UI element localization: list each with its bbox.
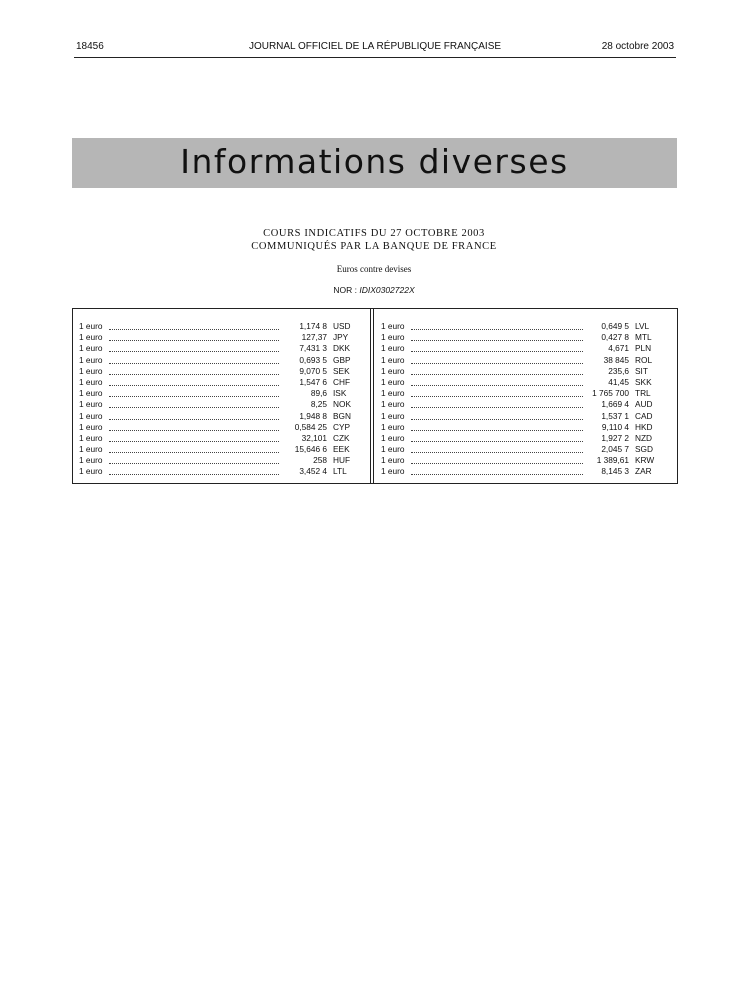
rate-value: 0,584 25 xyxy=(294,421,327,432)
rate-row xyxy=(79,455,359,466)
dot-leader xyxy=(109,396,279,397)
rate-row xyxy=(381,399,669,410)
rate-value: 235,6 xyxy=(608,365,629,376)
dot-leader xyxy=(109,363,279,364)
rate-row xyxy=(381,444,669,455)
rate-value: 9,070 5 xyxy=(299,365,327,376)
dot-leader xyxy=(411,441,583,442)
dot-leader xyxy=(109,407,279,408)
rate-value: 1,537 1 xyxy=(601,410,629,421)
currency-code: SIT xyxy=(635,365,648,376)
currency-code: SKK xyxy=(635,376,652,387)
dot-leader xyxy=(411,385,583,386)
rate-row xyxy=(79,433,359,444)
rate-row xyxy=(381,366,669,377)
rate-label: 1 euro xyxy=(79,432,103,443)
notice-title-line1: COURS INDICATIFS DU 27 OCTOBRE 2003 xyxy=(263,228,485,239)
rate-label: 1 euro xyxy=(79,466,103,477)
rate-row xyxy=(381,466,669,477)
dot-leader xyxy=(109,329,279,330)
rate-row xyxy=(79,366,359,377)
rate-row xyxy=(79,422,359,433)
dot-leader xyxy=(411,430,583,431)
rate-row xyxy=(79,466,359,477)
rate-row xyxy=(381,433,669,444)
rate-row xyxy=(381,388,669,399)
notice-subtitle: Euros contre devises xyxy=(336,264,412,274)
dot-leader xyxy=(411,419,583,420)
currency-code: CAD xyxy=(635,410,653,421)
rate-value: 0,693 5 xyxy=(299,354,327,365)
rate-label: 1 euro xyxy=(79,455,103,466)
currency-code: USD xyxy=(333,321,351,331)
rate-value: 4,671 xyxy=(608,343,629,354)
dot-leader xyxy=(411,463,583,464)
dot-leader xyxy=(411,351,583,352)
rate-value: 1,174 8 xyxy=(299,321,327,331)
currency-code: CHF xyxy=(333,376,351,387)
rate-label: 1 euro xyxy=(79,444,103,455)
currency-code: NOK xyxy=(333,399,351,410)
currency-code: DKK xyxy=(333,343,351,354)
rate-row xyxy=(381,411,669,422)
notice-title-line2: COMMUNIQUÉS PAR LA BANQUE DE FRANCE xyxy=(251,241,497,252)
rate-label: 1 euro xyxy=(381,332,405,343)
currency-code: ZAR xyxy=(635,466,652,477)
currency-code: KRW xyxy=(635,455,655,466)
rate-value: 1,948 8 xyxy=(299,410,327,421)
rate-label: 1 euro xyxy=(381,466,405,477)
rate-row xyxy=(381,377,669,388)
rate-row xyxy=(381,422,669,433)
dot-leader xyxy=(109,463,279,464)
rate-label: 1 euro xyxy=(79,343,103,354)
rate-label: 1 euro xyxy=(381,376,405,387)
dot-leader xyxy=(109,340,279,341)
rate-row xyxy=(79,332,359,343)
rate-value: 1,547 6 xyxy=(299,376,327,387)
dot-leader xyxy=(109,430,279,431)
rate-value: 8,145 3 xyxy=(601,466,629,477)
rate-row xyxy=(79,388,359,399)
dot-leader xyxy=(109,474,279,475)
rate-value: 8,25 xyxy=(310,399,327,410)
dot-leader xyxy=(411,340,583,341)
rate-value: 15,646 6 xyxy=(294,444,327,455)
dot-leader xyxy=(109,351,279,352)
rate-value: 7,431 3 xyxy=(299,343,327,354)
dot-leader xyxy=(109,452,279,453)
rate-value: 1,927 2 xyxy=(601,432,629,443)
rate-value: 258 xyxy=(313,455,327,466)
rate-value: 127,37 xyxy=(301,332,327,343)
rate-label: 1 euro xyxy=(381,432,405,443)
nor-reference xyxy=(0,285,748,295)
rate-row xyxy=(381,343,669,354)
rate-label: 1 euro xyxy=(381,410,405,421)
currency-code: LVL xyxy=(635,321,650,331)
rate-label: 1 euro xyxy=(79,365,103,376)
publication-date: 28 octobre 2003 xyxy=(601,41,674,52)
dot-leader xyxy=(411,407,583,408)
rate-label: 1 euro xyxy=(381,343,405,354)
section-title: Informations diverses xyxy=(180,142,569,181)
rate-row xyxy=(79,377,359,388)
currency-code: SGD xyxy=(635,444,653,455)
rate-value: 41,45 xyxy=(608,376,629,387)
currency-code: NZD xyxy=(635,432,653,443)
section-banner xyxy=(72,138,677,188)
rate-label: 1 euro xyxy=(79,321,103,331)
rate-row xyxy=(381,355,669,366)
dot-leader xyxy=(411,329,583,330)
currency-code: PLN xyxy=(635,343,652,354)
rate-label: 1 euro xyxy=(381,444,405,455)
currency-code: ROL xyxy=(635,354,653,365)
currency-code: HKD xyxy=(635,421,653,432)
currency-code: MTL xyxy=(635,332,652,343)
currency-code: SEK xyxy=(333,365,350,376)
rate-row xyxy=(79,444,359,455)
rate-label: 1 euro xyxy=(79,332,103,343)
currency-code: BGN xyxy=(333,410,351,421)
rate-value: 9,110 4 xyxy=(601,421,629,432)
rate-value: 32,101 xyxy=(301,432,327,443)
dot-leader xyxy=(411,452,583,453)
currency-code: AUD xyxy=(635,399,653,410)
rate-value: 0,649 5 xyxy=(601,321,629,331)
rate-label: 1 euro xyxy=(79,354,103,365)
rate-label: 1 euro xyxy=(79,410,103,421)
dot-leader xyxy=(411,374,583,375)
nor-label: NOR : xyxy=(333,285,357,295)
dot-leader xyxy=(411,474,583,475)
rate-label: 1 euro xyxy=(79,399,103,410)
dot-leader xyxy=(109,385,279,386)
rate-row xyxy=(381,321,669,332)
rate-row xyxy=(79,321,359,332)
dot-leader xyxy=(411,363,583,364)
rate-value: 3,452 4 xyxy=(299,466,327,477)
column-divider xyxy=(370,309,374,483)
page-number: 18456 xyxy=(76,41,104,52)
journal-title: JOURNAL OFFICIEL DE LA RÉPUBLIQUE FRANÇAISE xyxy=(248,41,502,52)
rate-row xyxy=(79,355,359,366)
currency-code: HUF xyxy=(333,455,351,466)
rate-row xyxy=(79,411,359,422)
rate-value: 1,669 4 xyxy=(601,399,629,410)
page-header xyxy=(74,38,676,58)
dot-leader xyxy=(109,441,279,442)
dot-leader xyxy=(109,419,279,420)
rate-label: 1 euro xyxy=(381,365,405,376)
rate-label: 1 euro xyxy=(79,388,103,399)
rate-value: 1 765 700 xyxy=(592,388,629,399)
currency-code: LTL xyxy=(333,466,347,477)
rate-label: 1 euro xyxy=(381,421,405,432)
nor-code: IDIX0302722X xyxy=(359,285,415,295)
rate-value: 0,427 8 xyxy=(601,332,629,343)
dot-leader xyxy=(411,396,583,397)
currency-code: TRL xyxy=(635,388,651,399)
rate-label: 1 euro xyxy=(79,376,103,387)
rate-value: 38 845 xyxy=(603,354,629,365)
rate-row xyxy=(381,332,669,343)
dot-leader xyxy=(109,374,279,375)
rate-value: 2,045 7 xyxy=(601,444,629,455)
rate-label: 1 euro xyxy=(79,421,103,432)
currency-code: JPY xyxy=(333,332,349,343)
rate-value: 89,6 xyxy=(310,388,327,399)
rate-row xyxy=(381,455,669,466)
rate-label: 1 euro xyxy=(381,388,405,399)
currency-code: GBP xyxy=(333,354,351,365)
currency-code: CZK xyxy=(333,432,350,443)
rates-column-right xyxy=(381,321,669,478)
currency-code: CYP xyxy=(333,421,351,432)
rate-label: 1 euro xyxy=(381,455,405,466)
rate-label: 1 euro xyxy=(381,321,405,331)
rate-value: 1 389,61 xyxy=(596,455,629,466)
rate-row xyxy=(79,343,359,354)
rate-label: 1 euro xyxy=(381,354,405,365)
currency-code: ISK xyxy=(333,388,347,399)
rate-row xyxy=(79,399,359,410)
currency-code: EEK xyxy=(333,444,350,455)
exchange-rates-table xyxy=(72,308,678,484)
rate-label: 1 euro xyxy=(381,399,405,410)
rates-column-left xyxy=(79,321,359,478)
